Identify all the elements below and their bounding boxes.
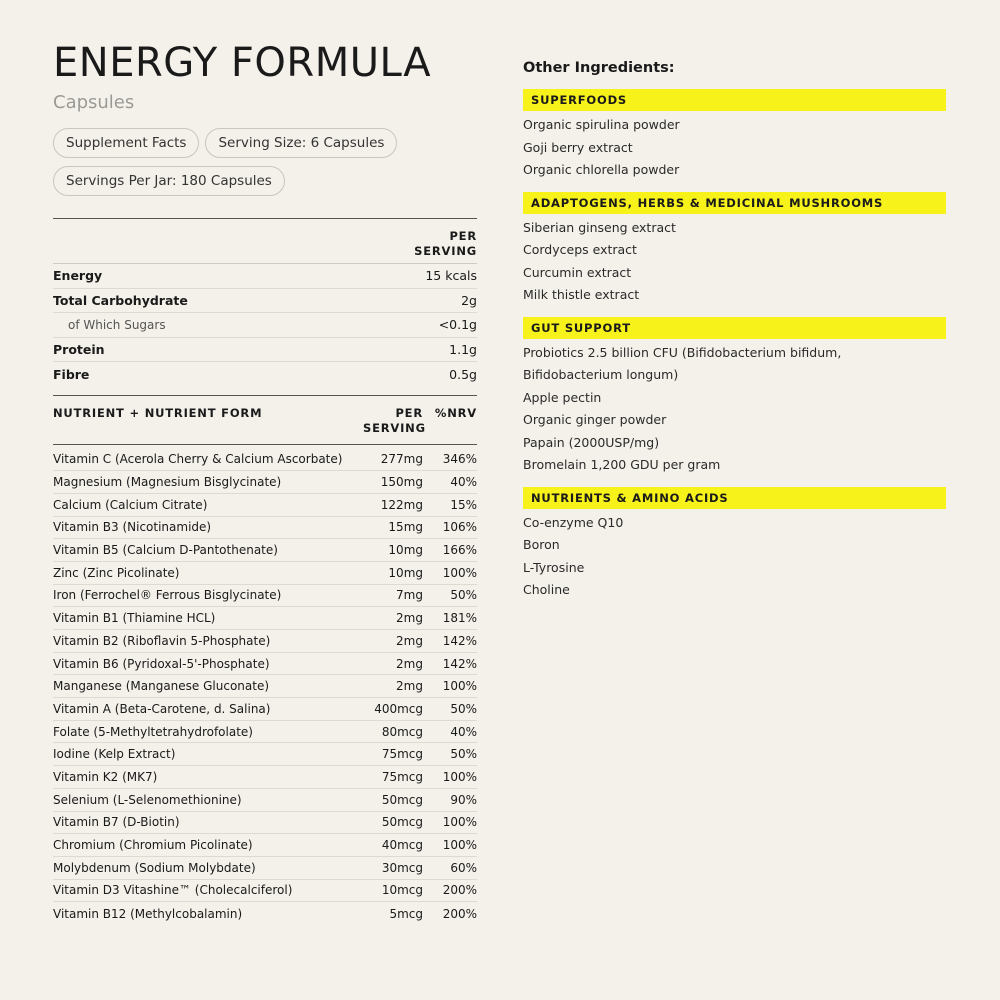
- nutrient-col-nrv: %NRV: [434, 405, 477, 420]
- nutrient-name: Calcium (Calcium Citrate): [53, 497, 208, 512]
- nutrient-amount: 30mcg: [381, 860, 423, 875]
- ingredient-item: Organic spirulina powder: [523, 117, 680, 132]
- nutrient-nrv: 142%: [442, 633, 477, 648]
- nutrient-name: Vitamin B12 (Methylcobalamin): [53, 906, 243, 921]
- nutrient-amount: 10mcg: [381, 883, 423, 898]
- nutrient-nrv: 90%: [450, 792, 477, 807]
- nutrient-amount: 10mg: [388, 565, 423, 580]
- ingredient-group-heading: NUTRIENTS & AMINO ACIDS: [523, 487, 946, 509]
- nutrient-amount: 50mcg: [381, 792, 423, 807]
- macro-value: <0.1g: [438, 317, 477, 333]
- nutrient-row: [53, 743, 477, 766]
- ingredient-item: Siberian ginseng extract: [523, 219, 676, 235]
- nutrient-name: Iodine (Kelp Extract): [53, 747, 176, 762]
- nutrient-nrv: 50%: [450, 701, 477, 716]
- nutrient-name: Iron (Ferrochel® Ferrous Bisglycinate): [53, 588, 282, 603]
- nutrient-name: Vitamin B6 (Pyridoxal-5'-Phosphate): [53, 656, 270, 671]
- nutrient-nrv: 15%: [450, 497, 477, 512]
- nutrient-amount: 75mcg: [381, 747, 423, 762]
- nutrient-amount: 277mg: [380, 452, 423, 467]
- nutrient-name: Vitamin C (Acerola Cherry & Calcium Ascorbate): [53, 452, 343, 467]
- macro-row: [53, 338, 477, 363]
- nutrient-nrv: 100%: [442, 838, 477, 853]
- nutrient-col-name: NUTRIENT + NUTRIENT FORM: [53, 405, 263, 420]
- info-pills: [53, 128, 433, 196]
- macro-row: [53, 313, 477, 338]
- ingredient-list: [523, 512, 946, 602]
- nutrient-nrv: 166%: [442, 543, 477, 558]
- ingredient-group-heading: SUPERFOODS: [523, 89, 946, 111]
- nutrient-row: [53, 789, 477, 812]
- ingredient-item: L-Tyrosine: [523, 559, 585, 575]
- nutrient-amount: 150mg: [380, 475, 423, 490]
- pill-servings-per-jar: Servings Per Jar: 180 Capsules: [53, 166, 285, 196]
- ingredient-list: [523, 114, 946, 182]
- macro-label: of Which Sugars: [68, 317, 166, 332]
- ingredient-group-heading: GUT SUPPORT: [523, 317, 946, 339]
- nutrient-name: Vitamin B3 (Nicotinamide): [53, 520, 212, 535]
- macro-row: [53, 362, 477, 387]
- ingredient-list: [523, 217, 946, 307]
- nutrient-amount: 2mg: [396, 656, 423, 671]
- macro-value: 1.1g: [449, 341, 477, 357]
- supplement-facts-panel: [53, 40, 477, 925]
- nutrient-row: [53, 517, 477, 540]
- nutrient-name: Molybdenum (Sodium Molybdate): [53, 860, 256, 875]
- nutrient-nrv: 100%: [442, 769, 477, 784]
- nutrient-amount: 2mg: [396, 679, 423, 694]
- nutrient-amount: 10mg: [388, 543, 423, 558]
- pill-serving-size: Serving Size: 6 Capsules: [205, 128, 397, 158]
- nutrient-name: Chromium (Chromium Picolinate): [53, 838, 253, 853]
- nutrient-nrv: 100%: [442, 679, 477, 694]
- nutrient-name: Vitamin A (Beta-Carotene, d. Salina): [53, 701, 271, 716]
- nutrient-row: [53, 698, 477, 721]
- nutrient-amount: 80mcg: [381, 724, 423, 739]
- nutrient-name: Folate (5-Methyltetrahydrofolate): [53, 724, 253, 739]
- nutrient-rows: [53, 449, 477, 925]
- nutrient-nrv: 50%: [450, 588, 477, 603]
- ingredient-item: Bromelain 1,200 GDU per gram: [523, 457, 721, 472]
- macro-label: Fibre: [53, 366, 90, 382]
- nutrient-row: [53, 834, 477, 857]
- nutrient-name: Zinc (Zinc Picolinate): [53, 565, 180, 580]
- nutrient-name: Vitamin B5 (Calcium D-Pantothenate): [53, 543, 278, 558]
- nutrient-name: Vitamin B1 (Thiamine HCL): [53, 611, 216, 626]
- nutrient-amount: 50mcg: [381, 815, 423, 830]
- nutrient-row: [53, 812, 477, 835]
- ingredient-item: Co-enzyme Q10: [523, 514, 624, 530]
- macro-value: 2g: [461, 292, 477, 308]
- macro-label: Energy: [53, 268, 103, 284]
- nutrient-name: Vitamin B2 (Riboflavin 5-Phosphate): [53, 633, 271, 648]
- nutrient-table: [53, 395, 477, 925]
- nutrient-row: [53, 675, 477, 698]
- nutrient-amount: 400mcg: [374, 701, 423, 716]
- nutrient-nrv: 200%: [442, 883, 477, 898]
- nutrient-name: Magnesium (Magnesium Bisglycinate): [53, 475, 282, 490]
- nutrient-nrv: 181%: [442, 611, 477, 626]
- other-ingredients-panel: [523, 58, 946, 602]
- nutrient-row: [53, 630, 477, 653]
- nutrient-amount: 15mg: [388, 520, 423, 535]
- ingredient-item: Bifidobacterium longum): [523, 367, 679, 382]
- nutrient-name: Vitamin B7 (D-Biotin): [53, 815, 180, 830]
- macro-value: 0.5g: [449, 366, 477, 382]
- nutrient-nrv: 200%: [442, 906, 477, 921]
- pill-supplement-facts: Supplement Facts: [53, 128, 199, 158]
- nutrient-nrv: 106%: [442, 520, 477, 535]
- nutrient-row: [53, 607, 477, 630]
- nutrient-amount: 75mcg: [381, 769, 423, 784]
- macro-value: 15 kcals: [425, 268, 477, 284]
- ingredient-item: Cordyceps extract: [523, 242, 637, 257]
- nutrient-nrv: 50%: [450, 747, 477, 762]
- nutrient-nrv: 60%: [450, 860, 477, 875]
- ingredient-item: Probiotics 2.5 billion CFU (Bifidobacterium bifidum,: [523, 344, 842, 360]
- ingredient-list: [523, 342, 946, 477]
- nutrient-nrv: 40%: [450, 475, 477, 490]
- nutrient-name: Selenium (L-Selenomethionine): [53, 792, 242, 807]
- nutrient-nrv: 40%: [450, 724, 477, 739]
- macro-label: Protein: [53, 341, 105, 357]
- nutrient-name: Manganese (Manganese Gluconate): [53, 679, 270, 694]
- macro-rows: [53, 264, 477, 387]
- ingredient-item: Boron: [523, 537, 560, 552]
- nutrient-row: [53, 902, 477, 925]
- nutrient-row: [53, 449, 477, 472]
- nutrient-row: [53, 585, 477, 608]
- nutrient-row: [53, 880, 477, 903]
- nutrient-row: [53, 539, 477, 562]
- ingredient-group-heading: ADAPTOGENS, HERBS & MEDICINAL MUSHROOMS: [523, 192, 946, 214]
- ingredient-groups: [523, 89, 946, 602]
- ingredient-item: Goji berry extract: [523, 139, 633, 155]
- nutrient-nrv: 346%: [442, 452, 477, 467]
- nutrient-amount: 40mcg: [381, 838, 423, 853]
- nutrient-row: [53, 471, 477, 494]
- macro-label: Total Carbohydrate: [53, 292, 188, 308]
- nutrient-amount: 122mg: [380, 497, 423, 512]
- ingredient-item: Apple pectin: [523, 389, 602, 405]
- macro-table-header: [53, 219, 477, 264]
- nutrient-table-header: [53, 396, 477, 445]
- product-subtitle: Capsules: [53, 92, 135, 113]
- nutrient-row: [53, 721, 477, 744]
- ingredient-item: Curcumin extract: [523, 264, 632, 280]
- nutrient-name: Vitamin K2 (MK7): [53, 769, 158, 784]
- nutrient-row: [53, 653, 477, 676]
- nutrient-row: [53, 766, 477, 789]
- nutrient-amount: 7mg: [396, 588, 423, 603]
- macro-row: [53, 264, 477, 289]
- nutrient-name: Vitamin D3 Vitashine™ (Cholecalciferol): [53, 883, 293, 898]
- macro-col-per-serving: PER SERVING: [414, 229, 477, 258]
- product-title: ENERGY FORMULA: [53, 40, 432, 86]
- nutrient-amount: 2mg: [396, 633, 423, 648]
- nutrient-row: [53, 562, 477, 585]
- macro-table: [53, 218, 477, 387]
- nutrient-nrv: 142%: [442, 656, 477, 671]
- nutrient-row: [53, 494, 477, 517]
- ingredient-item: Milk thistle extract: [523, 287, 640, 302]
- other-ingredients-title: Other Ingredients:: [523, 60, 675, 76]
- nutrient-amount: 2mg: [396, 611, 423, 626]
- macro-row: [53, 289, 477, 314]
- ingredient-item: Choline: [523, 582, 570, 597]
- nutrient-amount: 5mcg: [389, 906, 423, 921]
- ingredient-item: Organic ginger powder: [523, 412, 667, 427]
- nutrient-col-per-serving: PER SERVING: [363, 405, 426, 435]
- ingredient-item: Papain (2000USP/mg): [523, 434, 660, 450]
- ingredient-item: Organic chlorella powder: [523, 162, 680, 177]
- nutrient-row: [53, 857, 477, 880]
- nutrient-nrv: 100%: [442, 815, 477, 830]
- nutrient-nrv: 100%: [442, 565, 477, 580]
